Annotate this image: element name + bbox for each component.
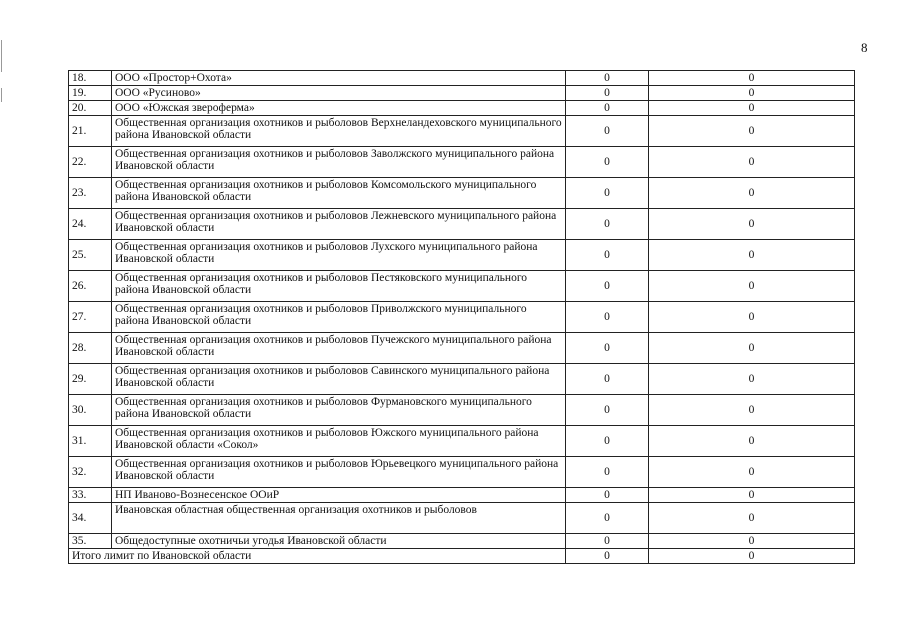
row-name: НП Иваново-Вознесенское ООиР [112, 488, 566, 503]
table-row [69, 86, 855, 101]
table-row [69, 101, 855, 116]
row-number: 34. [69, 503, 112, 534]
table-row [69, 116, 855, 147]
row-value-2: 0 [649, 503, 855, 534]
row-value-1: 0 [566, 488, 649, 503]
total-value-2: 0 [649, 549, 855, 564]
row-name: Общественная организация охотников и рыболовов Комсомольского муниципального района Ивановской области [112, 178, 566, 209]
row-value-1: 0 [566, 86, 649, 101]
row-value-2: 0 [649, 426, 855, 457]
table-row [69, 71, 855, 86]
row-value-2: 0 [649, 333, 855, 364]
table-row [69, 364, 855, 395]
row-value-1: 0 [566, 333, 649, 364]
row-name: Общедоступные охотничьи угодья Ивановской области [112, 534, 566, 549]
row-name: Общественная организация охотников и рыболовов Верхнеландеховского муниципального района Ивановской области [112, 116, 566, 147]
row-value-2: 0 [649, 240, 855, 271]
row-value-2: 0 [649, 271, 855, 302]
total-label: Итого лимит по Ивановской области [69, 549, 566, 564]
row-name: Общественная организация охотников и рыболовов Южского муниципального района Ивановской области «Сокол» [112, 426, 566, 457]
row-value-2: 0 [649, 116, 855, 147]
row-value-2: 0 [649, 209, 855, 240]
row-value-2: 0 [649, 101, 855, 116]
row-value-1: 0 [566, 364, 649, 395]
row-number: 23. [69, 178, 112, 209]
row-number: 35. [69, 534, 112, 549]
row-value-1: 0 [566, 116, 649, 147]
row-name: Общественная организация охотников и рыболовов Заволжского муниципального района Ивановской области [112, 147, 566, 178]
table-row [69, 240, 855, 271]
row-number: 31. [69, 426, 112, 457]
row-value-1: 0 [566, 302, 649, 333]
row-number: 32. [69, 457, 112, 488]
row-number: 26. [69, 271, 112, 302]
table-row [69, 488, 855, 503]
row-name: Ивановская областная общественная организация охотников и рыболовов [112, 503, 566, 534]
row-number: 20. [69, 101, 112, 116]
row-value-2: 0 [649, 364, 855, 395]
row-value-1: 0 [566, 271, 649, 302]
scan-edge-mark [1, 40, 2, 72]
row-name: ООО «Русиново» [112, 86, 566, 101]
row-value-1: 0 [566, 395, 649, 426]
row-number: 30. [69, 395, 112, 426]
row-number: 22. [69, 147, 112, 178]
row-number: 24. [69, 209, 112, 240]
row-value-1: 0 [566, 503, 649, 534]
table-row [69, 178, 855, 209]
row-number: 29. [69, 364, 112, 395]
row-value-1: 0 [566, 147, 649, 178]
row-value-1: 0 [566, 426, 649, 457]
row-value-2: 0 [649, 71, 855, 86]
row-name: Общественная организация охотников и рыболовов Лухского муниципального района Ивановской области [112, 240, 566, 271]
row-number: 28. [69, 333, 112, 364]
table-row [69, 395, 855, 426]
table-row [69, 147, 855, 178]
table-row [69, 271, 855, 302]
row-number: 19. [69, 86, 112, 101]
row-name: Общественная организация охотников и рыболовов Савинского муниципального района Ивановской области [112, 364, 566, 395]
table-row [69, 503, 855, 534]
row-value-2: 0 [649, 395, 855, 426]
table-row [69, 426, 855, 457]
row-name: ООО «Простор+Охота» [112, 71, 566, 86]
row-name: Общественная организация охотников и рыболовов Лежневского муниципального района Ивановской области [112, 209, 566, 240]
row-value-1: 0 [566, 178, 649, 209]
row-value-1: 0 [566, 240, 649, 271]
row-value-1: 0 [566, 534, 649, 549]
row-name: Общественная организация охотников и рыболовов Приволжского муниципального района Ивановской области [112, 302, 566, 333]
page-number: 8 [861, 40, 868, 55]
row-value-1: 0 [566, 71, 649, 86]
row-value-2: 0 [649, 488, 855, 503]
table-row [69, 457, 855, 488]
row-value-1: 0 [566, 101, 649, 116]
row-value-1: 0 [566, 457, 649, 488]
row-number: 18. [69, 71, 112, 86]
total-value-1: 0 [566, 549, 649, 564]
row-number: 33. [69, 488, 112, 503]
row-name: Общественная организация охотников и рыболовов Фурмановского муниципального района Ивановской области [112, 395, 566, 426]
row-name: Общественная организация охотников и рыболовов Пучежского муниципального района Ивановской области [112, 333, 566, 364]
table-row [69, 534, 855, 549]
hunting-limits-table [68, 70, 855, 564]
row-value-2: 0 [649, 178, 855, 209]
table-row [69, 209, 855, 240]
row-value-2: 0 [649, 457, 855, 488]
table-row [69, 302, 855, 333]
row-name: Общественная организация охотников и рыболовов Пестяковского муниципального района Ивановской области [112, 271, 566, 302]
row-value-1: 0 [566, 209, 649, 240]
row-name: Общественная организация охотников и рыболовов Юрьевецкого муниципального района Ивановской области [112, 457, 566, 488]
total-row [69, 549, 855, 564]
row-number: 25. [69, 240, 112, 271]
row-number: 21. [69, 116, 112, 147]
row-value-2: 0 [649, 534, 855, 549]
scan-edge-mark [1, 88, 2, 102]
row-value-2: 0 [649, 147, 855, 178]
row-number: 27. [69, 302, 112, 333]
table-row [69, 333, 855, 364]
row-value-2: 0 [649, 302, 855, 333]
row-name: ООО «Южская звероферма» [112, 101, 566, 116]
row-value-2: 0 [649, 86, 855, 101]
